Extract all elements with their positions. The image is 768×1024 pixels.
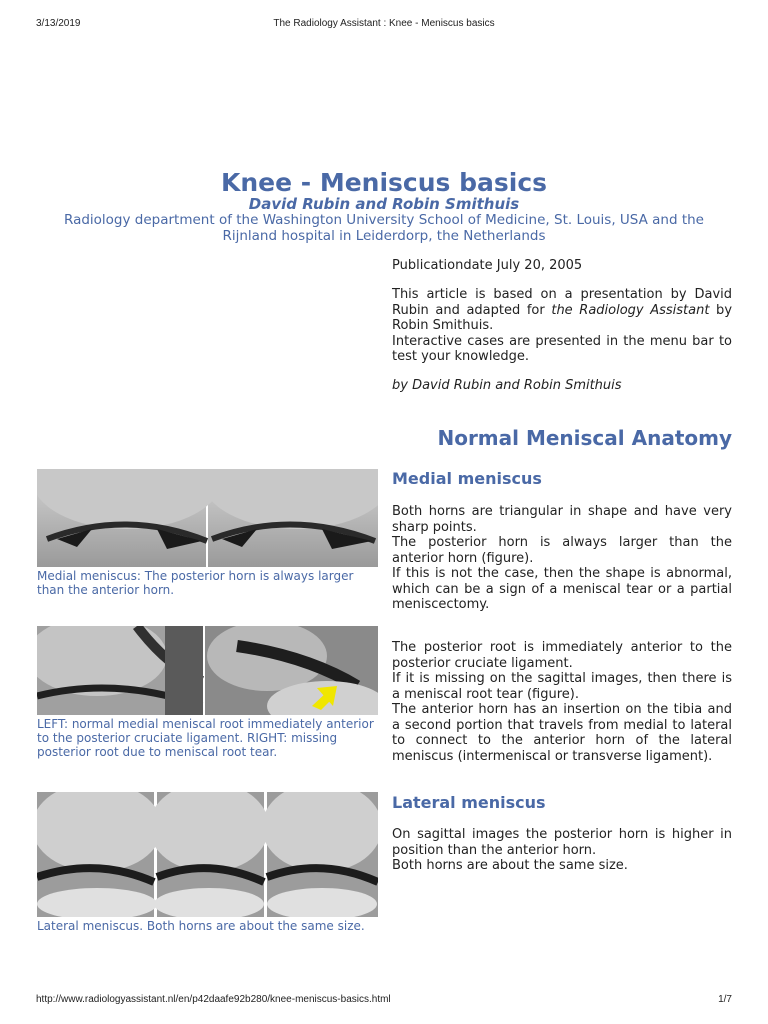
lateral-para-2: Both horns are about the same size.	[392, 858, 628, 873]
medial-para-1: Both horns are triangular in shape and have very sharp points.	[392, 504, 732, 535]
mri-image-1	[37, 469, 378, 567]
figure-caption-1: Medial meniscus: The posterior horn is always larger than the anterior horn.	[37, 569, 354, 597]
mri-image-2	[37, 626, 378, 715]
intro-paragraph	[392, 287, 732, 365]
medial-text-2	[392, 640, 732, 764]
medial-text-1	[392, 504, 732, 613]
print-footer-url: http://www.radiologyassistant.nl/en/p42daafe92b280/knee-meniscus-basics.html	[36, 994, 391, 1005]
mri-image-3	[37, 792, 378, 917]
intro-italic: the Radiology Assistant	[551, 302, 710, 318]
lateral-para-1: On sagittal images the posterior horn is higher in position than the anterior horn.	[392, 827, 732, 858]
byline: by David Rubin and Robin Smithuis	[392, 378, 622, 393]
article-title: Knee - Meniscus basics	[220, 168, 548, 197]
figure-caption-3: Lateral meniscus. Both horns are about the same size.	[37, 919, 365, 933]
intro-text-1: This article is based on a presentation by David Rubin and adapted for	[392, 287, 732, 318]
article-affiliation: Radiology department of the Washington University School of Medicine, St. Louis, USA and the Rijnland hospital in Leiderdorp, the Netherlands	[63, 212, 704, 244]
figure-caption-2: LEFT: normal medial meniscal root immediately anterior to the posterior cruciate ligament. RIGHT: missing posterior root due to meniscal root tear.	[37, 717, 374, 759]
section-heading-anatomy: Normal Meniscal Anatomy	[437, 426, 732, 450]
figure-medial-meniscus-image[interactable]	[37, 469, 378, 567]
article-authors: David Rubin and Robin Smithuis	[248, 195, 520, 213]
figure-lateral-meniscus-image[interactable]	[37, 792, 378, 917]
figure-meniscal-root-image[interactable]	[37, 626, 378, 715]
medial-para-6: The anterior horn has an insertion on the tibia and a second portion that travels from medial to lateral to connect to the anterior horn of the lateral meniscus (intermeniscal or transverse ligament).	[392, 702, 732, 764]
intro-text-2: by Robin Smithuis.	[392, 302, 733, 333]
print-footer-page: 1/7	[718, 994, 732, 1005]
publication-date: Publicationdate July 20, 2005	[392, 258, 583, 273]
print-date: 3/13/2019	[36, 18, 81, 29]
print-page-title: The Radiology Assistant : Knee - Meniscus basics	[273, 18, 495, 29]
intro-text-3: Interactive cases are presented in the menu bar to test your knowledge.	[392, 333, 732, 364]
medial-para-5: If it is missing on the sagittal images, then there is a meniscal root tear (figure).	[392, 671, 732, 702]
heading-lateral-meniscus: Lateral meniscus	[392, 793, 546, 812]
medial-para-4: The posterior root is immediately anterior to the posterior cruciate ligament.	[392, 640, 732, 671]
medial-para-3: If this is not the case, then the shape is abnormal, which can be a sign of a meniscal tear or a partial meniscectomy.	[392, 566, 732, 612]
heading-medial-meniscus: Medial meniscus	[392, 469, 542, 488]
medial-para-2: The posterior horn is always larger than the anterior horn (figure).	[392, 535, 732, 566]
lateral-text	[392, 827, 732, 874]
